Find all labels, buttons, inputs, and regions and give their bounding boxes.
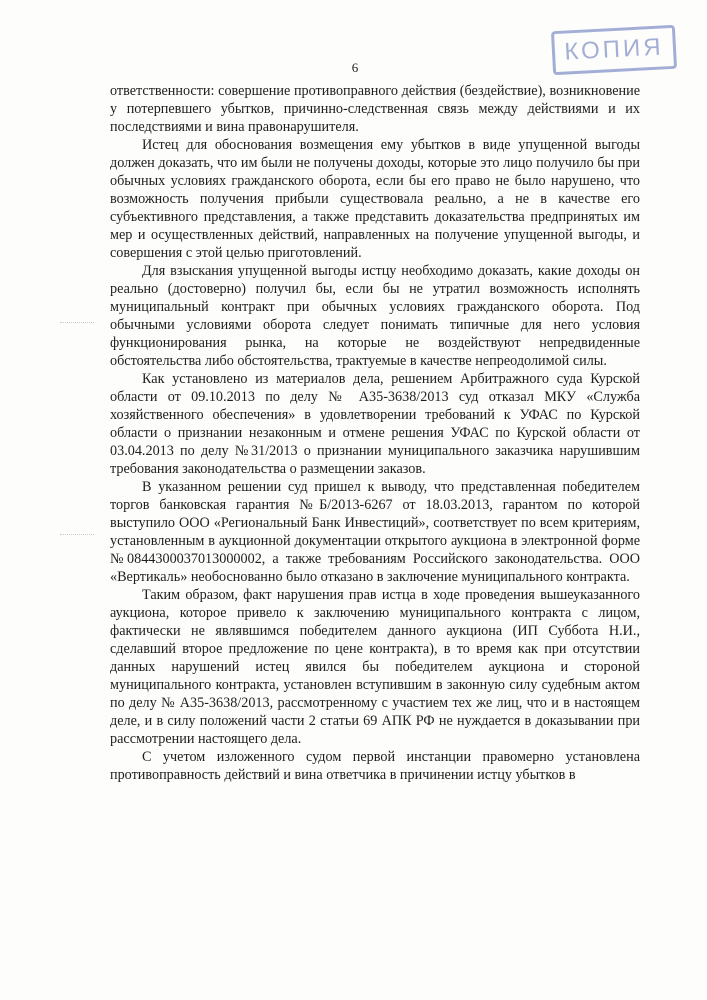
paragraph: С учетом изложенного судом первой инстанции правомерно установлена противоправность действий и вина ответчика в причинении истцу убытков в: [110, 749, 640, 783]
paragraph: В указанном решении суд пришел к выводу, что представленная победителем торгов банковская гарантия №Б/2013-6267 от 18.03.2013, гарантом по которой выступило ООО «Региональный Банк Инвестиций», соответствует по всем критериям, установленным в аукционной документации открытого аукциона в электронной форме №0844300037013000002, а также требованиям Российского законодательства. ООО «Вертикаль» необоснованно было отказано в заключение муниципального контракта.: [110, 479, 640, 585]
copy-stamp: КОПИЯ: [551, 25, 677, 75]
margin-mark: [60, 534, 94, 535]
document-body: [110, 82, 640, 784]
margin-mark: [60, 322, 94, 323]
paragraph: Истец для обоснования возмещения ему убытков в виде упущенной выгоды должен доказать, что им были не получены доходы, которые это лицо получило бы при обычных условиях гражданского оборота, если бы его право не было нарушено, что возможность получения прибыли существовала реально, а не в качестве его субъективного представления, а также представить доказательства предпринятых им мер и осуществленных действий, направленных на получение упущенной выгоды, и совершения с этой целью приготовлений.: [110, 137, 640, 261]
paragraph: Для взыскания упущенной выгоды истцу необходимо доказать, какие доходы он реально (достоверно) получил бы, если бы не утратил возможность исполнять муниципальный контракт при обычных условиях гражданского оборота. Под обычными условиями оборота следует понимать типичные для него условия функционирования рынка, на которые не воздействуют непредвиденные обстоятельства либо обстоятельства, трактуемые в качестве непреодолимой силы.: [110, 263, 640, 369]
paragraph: ответственности: совершение противоправного действия (бездействие), возникновение у потерпевшего убытков, причинно-следственная связь между действиями и их последствиями и вина правонарушителя.: [110, 83, 640, 135]
paragraph: Таким образом, факт нарушения прав истца в ходе проведения вышеуказанного аукциона, которое привело к заключению муниципального контракта с лицом, фактически не являвшимся победителем данного аукциона (ИП Суббота Н.И., сделавший второе предложение по цене контракта), в то время как при отсутствии данных нарушений истец явился бы победителем аукциона и стороной муниципального контракта, установлен вступившим в законную силу судебным актом по делу № А35-3638/2013, рассмотренному с участием тех же лиц, что и в настоящем деле, и в силу положений части 2 статьи 69 АПК РФ не нуждается в доказывании при рассмотрении настоящего дела.: [110, 587, 640, 747]
paragraph: Как установлено из материалов дела, решением Арбитражного суда Курской области от 09.10.2013 по делу № А35-3638/2013 суд отказал МКУ «Служба хозяйственного обеспечения» в удовлетворении требований к УФАС по Курской области о признании незаконным и отмене решения УФАС по Курской области от 03.04.2013 по делу №31/2013 о признании муниципального заказчика нарушившим требования законодательства о размещении заказов.: [110, 371, 640, 477]
page-number: 6: [351, 60, 359, 75]
